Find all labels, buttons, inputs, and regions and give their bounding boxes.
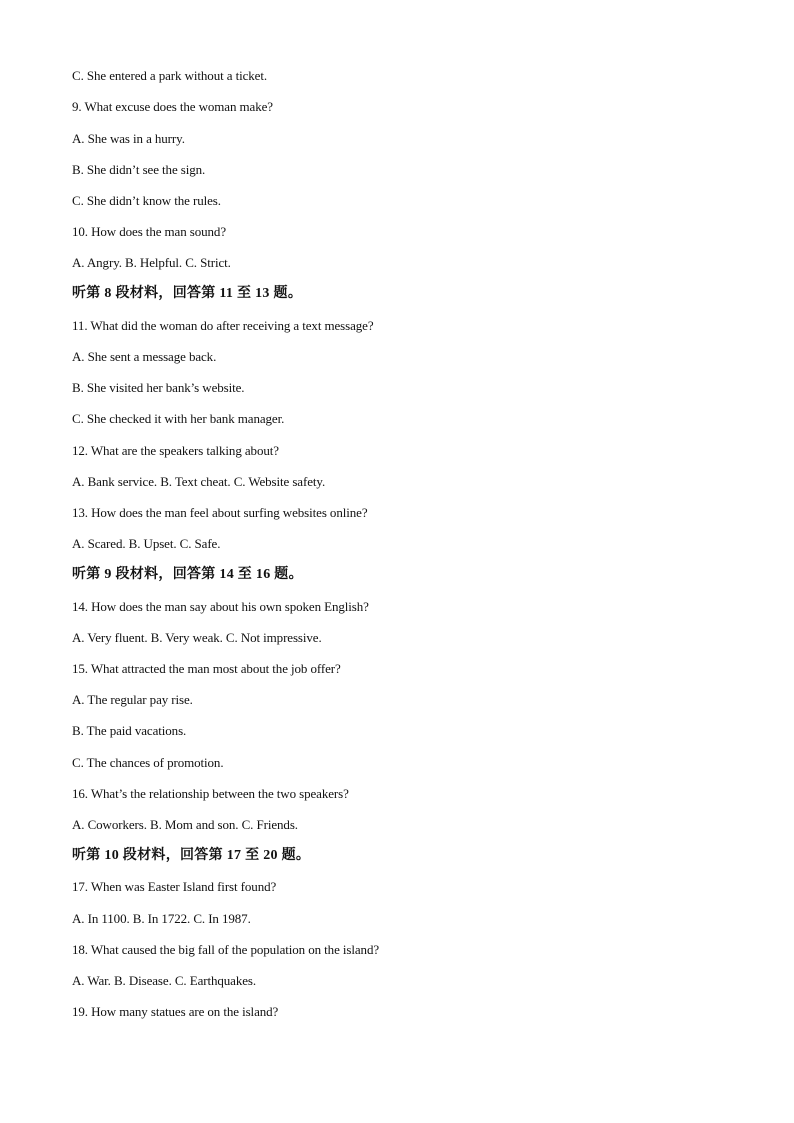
section-heading: 听第 10 段材料，回答第 17 至 20 题。 (72, 848, 311, 863)
option-line: A. Bank service. B. Text cheat. C. Website safety. (72, 474, 326, 489)
question-line: 14. How does the man say about his own spoken English? (72, 599, 369, 614)
section-heading: 听第 9 段材料，回答第 14 至 16 题。 (72, 567, 303, 582)
option-line: A. She sent a message back. (72, 349, 217, 364)
option-line: A. Very fluent. B. Very weak. C. Not impressive. (72, 630, 322, 645)
option-line: A. Scared. B. Upset. C. Safe. (72, 536, 221, 551)
section-heading: 听第 8 段材料，回答第 11 至 13 题。 (72, 286, 303, 301)
question-line: 15. What attracted the man most about the job offer? (72, 661, 341, 676)
option-line: A. The regular pay rise. (72, 692, 193, 707)
option-line: B. She visited her bank’s website. (72, 380, 245, 395)
question-line: 13. How does the man feel about surfing websites online? (72, 505, 368, 520)
option-line: B. The paid vacations. (72, 723, 187, 738)
question-line: 10. How does the man sound? (72, 224, 226, 239)
option-line: A. In 1100. B. In 1722. C. In 1987. (72, 911, 251, 926)
option-line: B. She didn’t see the sign. (72, 162, 206, 177)
option-line: C. She didn’t know the rules. (72, 193, 221, 208)
question-line: 17. When was Easter Island first found? (72, 879, 277, 894)
question-line: 16. What’s the relationship between the two speakers? (72, 786, 349, 801)
question-line: 12. What are the speakers talking about? (72, 443, 279, 458)
question-line: 19. How many statues are on the island? (72, 1004, 279, 1019)
option-line: A. Angry. B. Helpful. C. Strict. (72, 255, 231, 270)
option-line: C. The chances of promotion. (72, 755, 224, 770)
option-line: A. War. B. Disease. C. Earthquakes. (72, 973, 257, 988)
option-line: A. Coworkers. B. Mom and son. C. Friends. (72, 817, 298, 832)
option-line: C. She checked it with her bank manager. (72, 411, 285, 426)
option-line: A. She was in a hurry. (72, 131, 185, 146)
question-line: 11. What did the woman do after receiving a text message? (72, 318, 374, 333)
question-line: 18. What caused the big fall of the population on the island? (72, 942, 380, 957)
option-line: C. She entered a park without a ticket. (72, 68, 268, 83)
question-line: 9. What excuse does the woman make? (72, 99, 273, 114)
